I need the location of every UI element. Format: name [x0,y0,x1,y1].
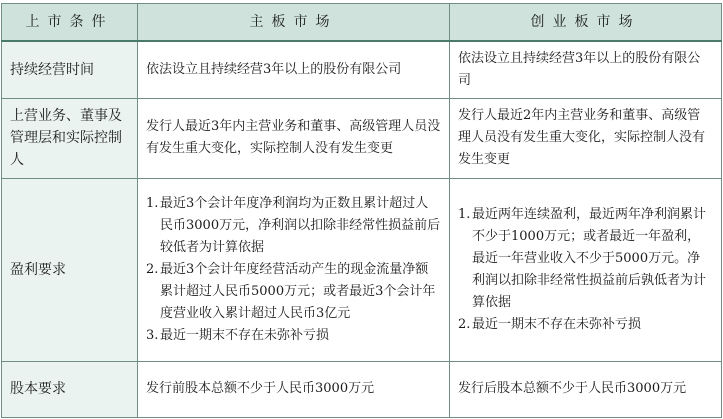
main-board-cell [138,178,450,361]
list-item [458,314,713,336]
list-item [458,204,713,314]
table-row [2,178,722,361]
listing-conditions-table [1,3,722,418]
gem-board-cell: 发行人最近2年内主营业务和董事、高级管理人员没有发生重大变化，实际控制人没有发生变更 [450,98,722,178]
gem-profit-list [458,204,713,336]
item-number: 2. [458,316,471,332]
table-row [2,361,722,417]
table-row [2,98,722,178]
item-text: 最近3个会计年度经营活动产生的现金流量净额累计超过人民币5000万元；或者最近3个会计年度营业收入累计超过人民币3亿元 [160,261,436,321]
header-gem-board: 创业板市场 [450,4,722,42]
main-board-cell: 发行人最近3年内主营业务和董事、高级管理人员没有发生重大变化，实际控制人没有发生变更 [138,98,450,178]
main-profit-list [146,193,441,347]
table-header-row [2,4,722,42]
list-item [146,325,441,347]
condition-cell: 上营业务、董事及管理层和实际控制人 [2,98,138,178]
gem-board-cell: 发行后股本总额不少于人民币3000万元 [450,361,722,417]
item-number: 1. [458,206,471,222]
item-text: 最近一期末不存在未弥补亏损 [472,316,642,332]
list-item [146,259,441,325]
condition-cell: 持续经营时间 [2,41,138,98]
main-board-cell: 发行前股本总额不少于人民币3000万元 [138,361,450,417]
item-number: 1. [146,195,159,211]
list-item [146,193,441,259]
main-board-cell: 依法设立且持续经营3年以上的股份有限公司 [138,41,450,98]
table-row [2,41,722,98]
condition-cell: 盈利要求 [2,178,138,361]
item-text: 最近3个会计年度净利润均为正数且累计超过人民币3000万元，净利润以扣除非经常性损益前后较低者为计算依据 [160,195,441,255]
header-condition: 上市条件 [2,4,138,42]
item-number: 2. [146,261,159,277]
item-text: 最近一期末不存在未弥补亏损 [160,327,330,343]
condition-cell: 股本要求 [2,361,138,417]
gem-board-cell: 依法设立且持续经营3年以上的股份有限公司 [450,41,722,98]
gem-board-cell [450,178,722,361]
item-text: 最近两年连续盈利，最近两年净利润累计不少于1000万元；或者最近一年盈利，最近一年营业收入不少于5000万元。净利润以扣除非经常性损益前后孰低者为计算依据 [472,206,707,310]
item-number: 3. [146,327,159,343]
header-main-board: 主板市场 [138,4,450,42]
